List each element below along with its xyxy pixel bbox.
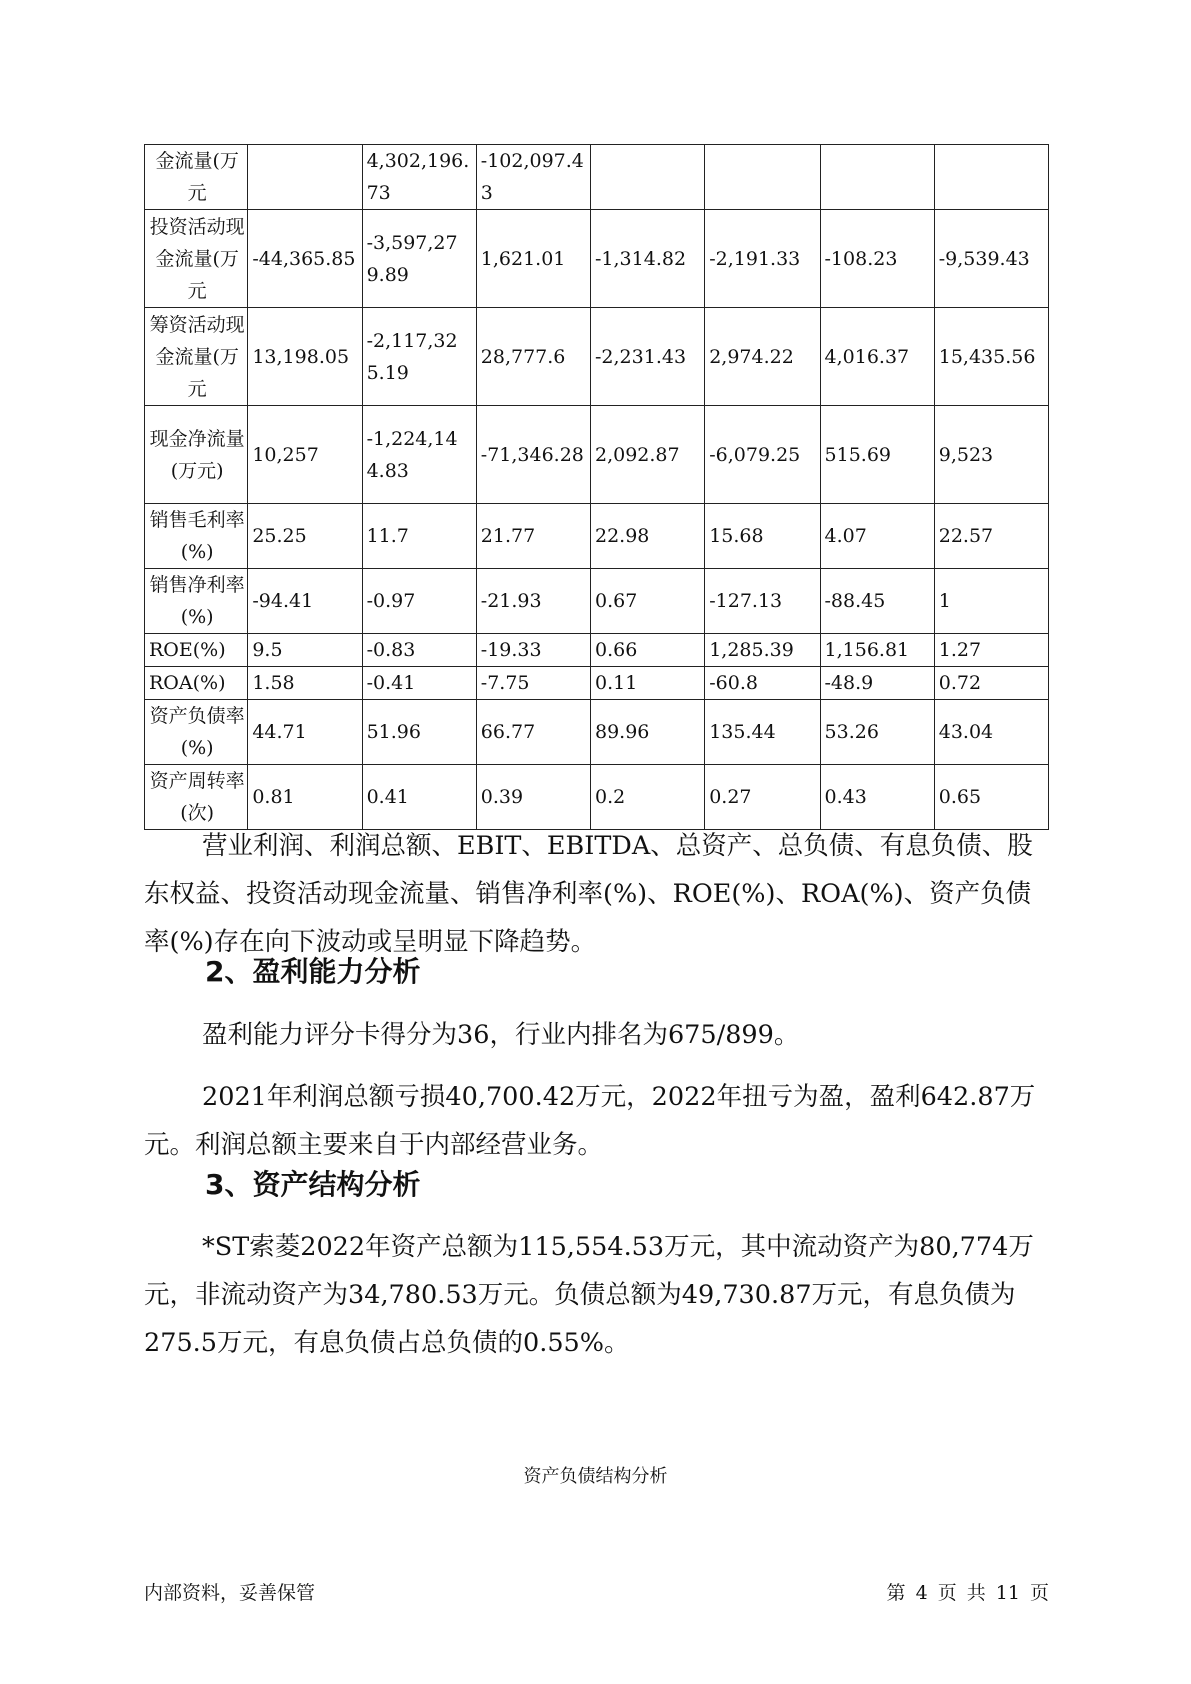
table-cell [820, 145, 934, 210]
table-cell: -0.97 [362, 569, 476, 634]
table-cell: 135.44 [705, 700, 820, 765]
table-cell: 0.39 [476, 765, 590, 830]
table-cell: 0.66 [591, 634, 705, 667]
table-cell: 2,974.22 [705, 308, 820, 406]
table-cell: -21.93 [476, 569, 590, 634]
table-cell: 4,302,196.73 [362, 145, 476, 210]
table-cell: 1.27 [934, 634, 1048, 667]
table-cell: 51.96 [362, 700, 476, 765]
table-cell: 43.04 [934, 700, 1048, 765]
table-cell [591, 145, 705, 210]
table-cell: 11.7 [362, 504, 476, 569]
table-cell: 2,092.87 [591, 406, 705, 504]
table-row [145, 667, 1049, 700]
table-cell: 10,257 [248, 406, 362, 504]
profit-detail-paragraph: 2021年利润总额亏损40,700.42万元，2022年扭亏为盈，盈利642.87万元。利润总额主要来自于内部经营业务。 [144, 1082, 1036, 1160]
table-row [145, 765, 1049, 830]
table-cell: 0.72 [934, 667, 1048, 700]
table-cell: 0.67 [591, 569, 705, 634]
table-cell: -7.75 [476, 667, 590, 700]
row-label: 资产负债率(%) [145, 700, 248, 765]
row-label: 筹资活动现金流量(万元 [145, 308, 248, 406]
table-cell: 0.41 [362, 765, 476, 830]
table-cell: 4.07 [820, 504, 934, 569]
table-row [145, 504, 1049, 569]
table-row [145, 634, 1049, 667]
table-row [145, 700, 1049, 765]
table-cell: -48.9 [820, 667, 934, 700]
table-cell: 53.26 [820, 700, 934, 765]
footer-page-number: 第 4 页 共 11 页 [886, 1582, 1049, 1604]
table-cell: 22.57 [934, 504, 1048, 569]
table-cell: -0.41 [362, 667, 476, 700]
table-cell: -19.33 [476, 634, 590, 667]
asset-heading: 3、资产结构分析 [205, 1168, 421, 1201]
table-cell: -127.13 [705, 569, 820, 634]
table-cell: -6,079.25 [705, 406, 820, 504]
row-label: 金流量(万元 [145, 145, 248, 210]
table-cell: -44,365.85 [248, 210, 362, 308]
table-cell: 1,621.01 [476, 210, 590, 308]
table-row [145, 308, 1049, 406]
table-row [145, 569, 1049, 634]
table-cell: 0.27 [705, 765, 820, 830]
table-cell: 4,016.37 [820, 308, 934, 406]
footer-confidential: 内部资料，妥善保管 [144, 1582, 316, 1604]
table-row [145, 406, 1049, 504]
table-cell: -2,231.43 [591, 308, 705, 406]
chart-caption: 资产负债结构分析 [523, 1466, 668, 1487]
table-cell: 1,156.81 [820, 634, 934, 667]
table-cell: 66.77 [476, 700, 590, 765]
table-row [145, 210, 1049, 308]
table-cell [934, 145, 1048, 210]
table-cell: 15.68 [705, 504, 820, 569]
row-label: 投资活动现金流量(万元 [145, 210, 248, 308]
row-label: ROE(%) [145, 634, 248, 667]
row-label: 现金净流量(万元) [145, 406, 248, 504]
table-cell: -108.23 [820, 210, 934, 308]
table-cell: 0.81 [248, 765, 362, 830]
row-label: 销售净利率(%) [145, 569, 248, 634]
table-cell: -1,314.82 [591, 210, 705, 308]
asset-detail-paragraph: *ST索菱2022年资产总额为115,554.53万元，其中流动资产为80,774万元，非流动资产为34,780.53万元。负债总额为49,730.87万元，有息负债为275.5万元，有息负债占总负债的0.55%。 [144, 1232, 1034, 1358]
table-cell: -1,224,144.83 [362, 406, 476, 504]
table-cell: 21.77 [476, 504, 590, 569]
table-cell: -71,346.28 [476, 406, 590, 504]
profit-score-paragraph: 盈利能力评分卡得分为36，行业内排名为675/899。 [202, 1020, 800, 1050]
table-cell: -0.83 [362, 634, 476, 667]
table-cell: 1,285.39 [705, 634, 820, 667]
table-cell: 25.25 [248, 504, 362, 569]
table-cell: 22.98 [591, 504, 705, 569]
table-cell: 515.69 [820, 406, 934, 504]
table-cell: 44.71 [248, 700, 362, 765]
table-cell: 0.43 [820, 765, 934, 830]
table-cell: 0.11 [591, 667, 705, 700]
table-cell: -60.8 [705, 667, 820, 700]
table-cell: 1.58 [248, 667, 362, 700]
row-label: 销售毛利率(%) [145, 504, 248, 569]
table-cell: -3,597,279.89 [362, 210, 476, 308]
table-cell [248, 145, 362, 210]
row-label: 资产周转率(次) [145, 765, 248, 830]
table-cell: 13,198.05 [248, 308, 362, 406]
trend-paragraph: 营业利润、利润总额、EBIT、EBITDA、总资产、总负债、有息负债、股东权益、投资活动现金流量、销售净利率(%)、ROE(%)、ROA(%)、资产负债率(%)存在向下波动或呈明显下降趋势。 [144, 831, 1033, 957]
table-row [145, 145, 1049, 210]
profit-heading: 2、盈利能力分析 [205, 955, 421, 988]
table-cell [705, 145, 820, 210]
table-cell: 9.5 [248, 634, 362, 667]
table-cell: -102,097.43 [476, 145, 590, 210]
table-cell: 0.65 [934, 765, 1048, 830]
table-cell: 89.96 [591, 700, 705, 765]
table-cell: -88.45 [820, 569, 934, 634]
table-cell: -94.41 [248, 569, 362, 634]
table-cell: 9,523 [934, 406, 1048, 504]
table-cell: -9,539.43 [934, 210, 1048, 308]
table-cell: 1 [934, 569, 1048, 634]
table-cell: 0.2 [591, 765, 705, 830]
row-label: ROA(%) [145, 667, 248, 700]
table-cell: 28,777.6 [476, 308, 590, 406]
table-cell: -2,117,325.19 [362, 308, 476, 406]
table-cell: 15,435.56 [934, 308, 1048, 406]
table-cell: -2,191.33 [705, 210, 820, 308]
financial-table [144, 144, 1049, 830]
